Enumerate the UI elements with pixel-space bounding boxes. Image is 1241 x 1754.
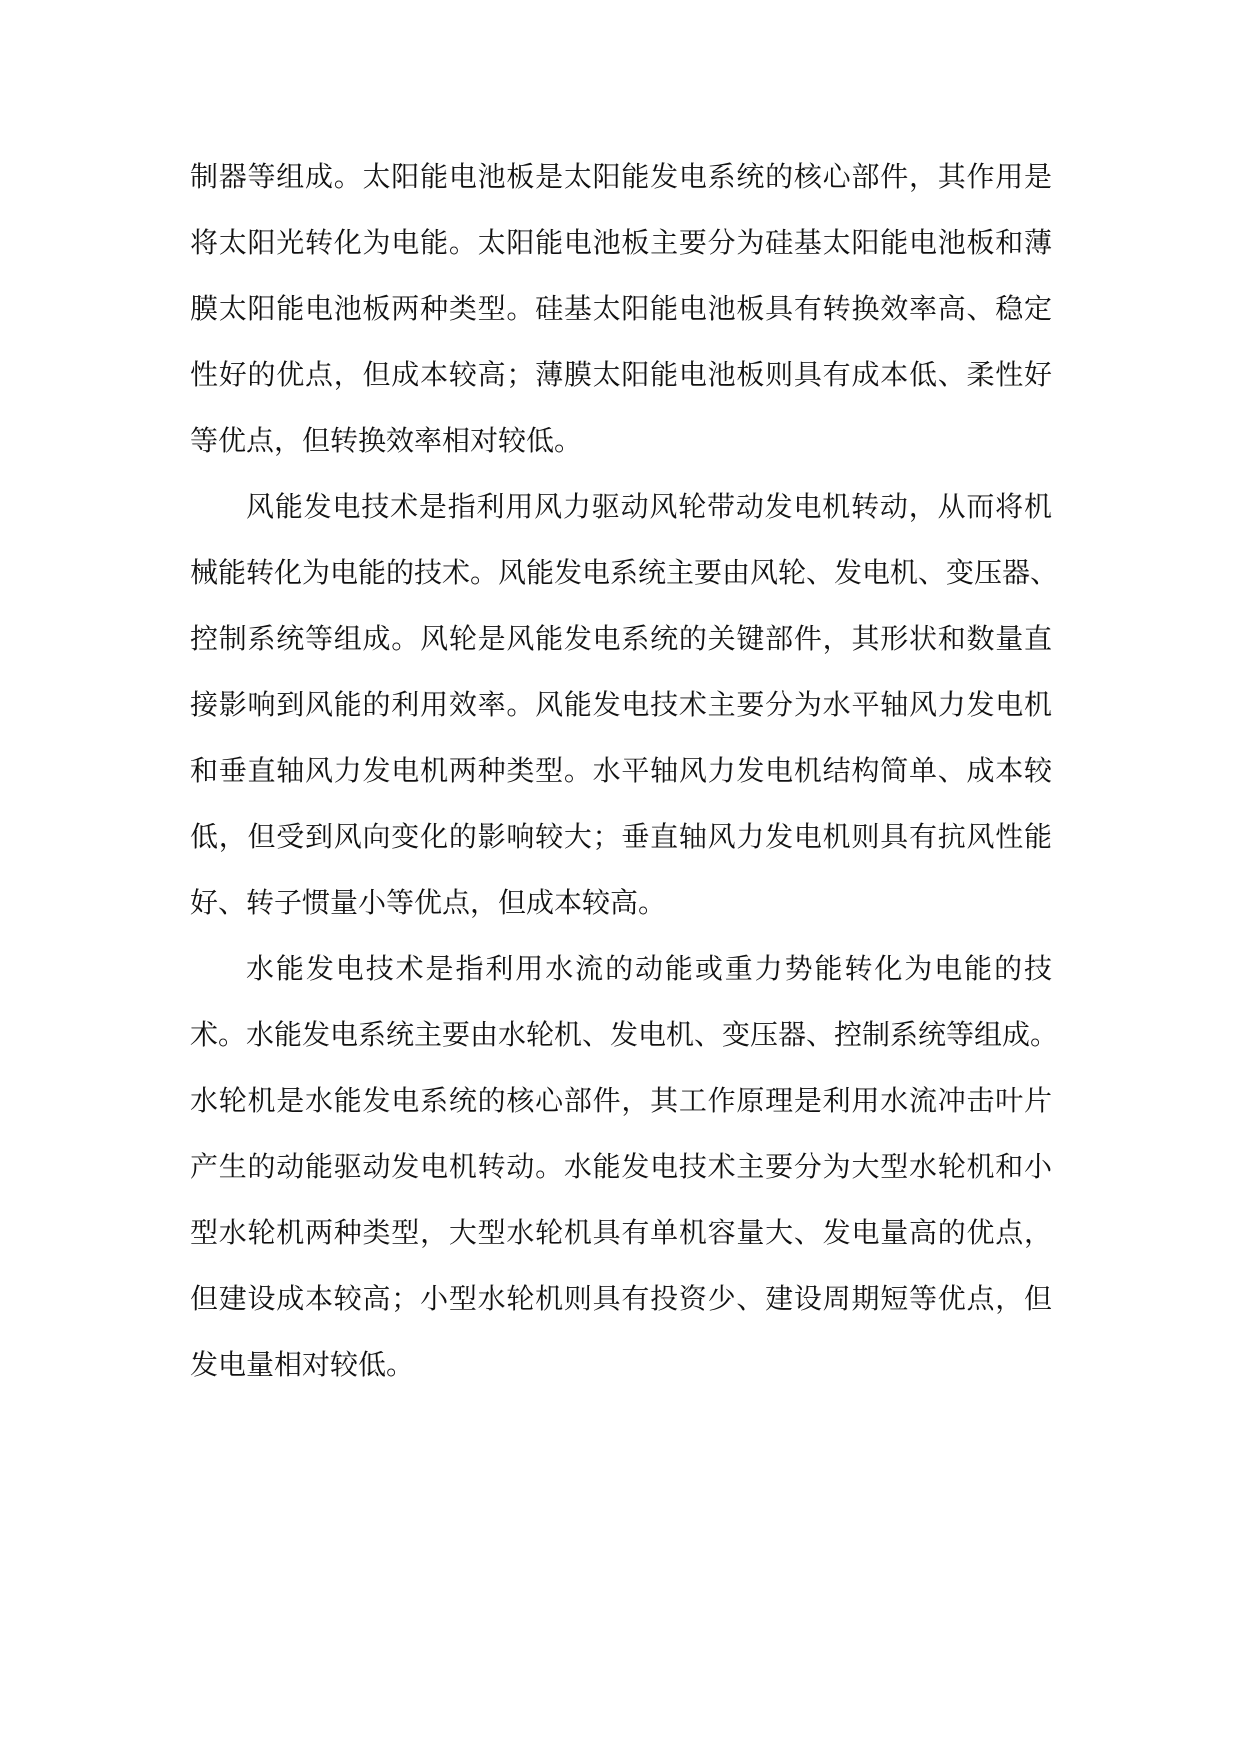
text-line: 产生的动能驱动发电机转动。水能发电技术主要分为大型水轮机和小	[190, 1150, 1052, 1183]
text-line: 好、转子惯量小等优点，但成本较高。	[190, 886, 667, 919]
text-line: 风能发电技术是指利用风力驱动风轮带动发电机转动，从而将机	[246, 490, 1052, 523]
text-line: 将太阳光转化为电能。太阳能电池板主要分为硅基太阳能电池板和薄	[190, 226, 1052, 259]
text-line: 水能发电技术是指利用水流的动能或重力势能转化为电能的技	[246, 952, 1052, 985]
text-line: 发电量相对较低。	[190, 1348, 415, 1381]
text-line: 制器等组成。太阳能电池板是太阳能发电系统的核心部件，其作用是	[190, 160, 1052, 193]
text-line: 械能转化为电能的技术。风能发电系统主要由风轮、发电机、变压器、	[190, 556, 1059, 589]
paragraph-wind	[190, 474, 1059, 936]
text-line: 和垂直轴风力发电机两种类型。水平轴风力发电机结构简单、成本较	[190, 754, 1052, 787]
text-line: 术。水能发电系统主要由水轮机、发电机、变压器、控制系统等组成。	[190, 1018, 1059, 1051]
text-line: 低，但受到风向变化的影响较大；垂直轴风力发电机则具有抗风性能	[190, 820, 1052, 853]
text-line: 等优点，但转换效率相对较低。	[190, 424, 583, 457]
text-line: 但建设成本较高；小型水轮机则具有投资少、建设周期短等优点，但	[190, 1282, 1052, 1315]
paragraph-solar	[190, 144, 1052, 474]
text-line: 性好的优点，但成本较高；薄膜太阳能电池板则具有成本低、柔性好	[190, 358, 1052, 391]
paragraph-hydro	[190, 936, 1059, 1398]
text-line: 水轮机是水能发电系统的核心部件，其工作原理是利用水流冲击叶片	[190, 1084, 1052, 1117]
document-body	[190, 144, 1059, 1398]
text-line: 控制系统等组成。风轮是风能发电系统的关键部件，其形状和数量直	[190, 622, 1052, 655]
text-line: 膜太阳能电池板两种类型。硅基太阳能电池板具有转换效率高、稳定	[190, 292, 1052, 325]
text-line: 接影响到风能的利用效率。风能发电技术主要分为水平轴风力发电机	[190, 688, 1052, 721]
text-line: 型水轮机两种类型，大型水轮机具有单机容量大、发电量高的优点，	[190, 1216, 1052, 1249]
